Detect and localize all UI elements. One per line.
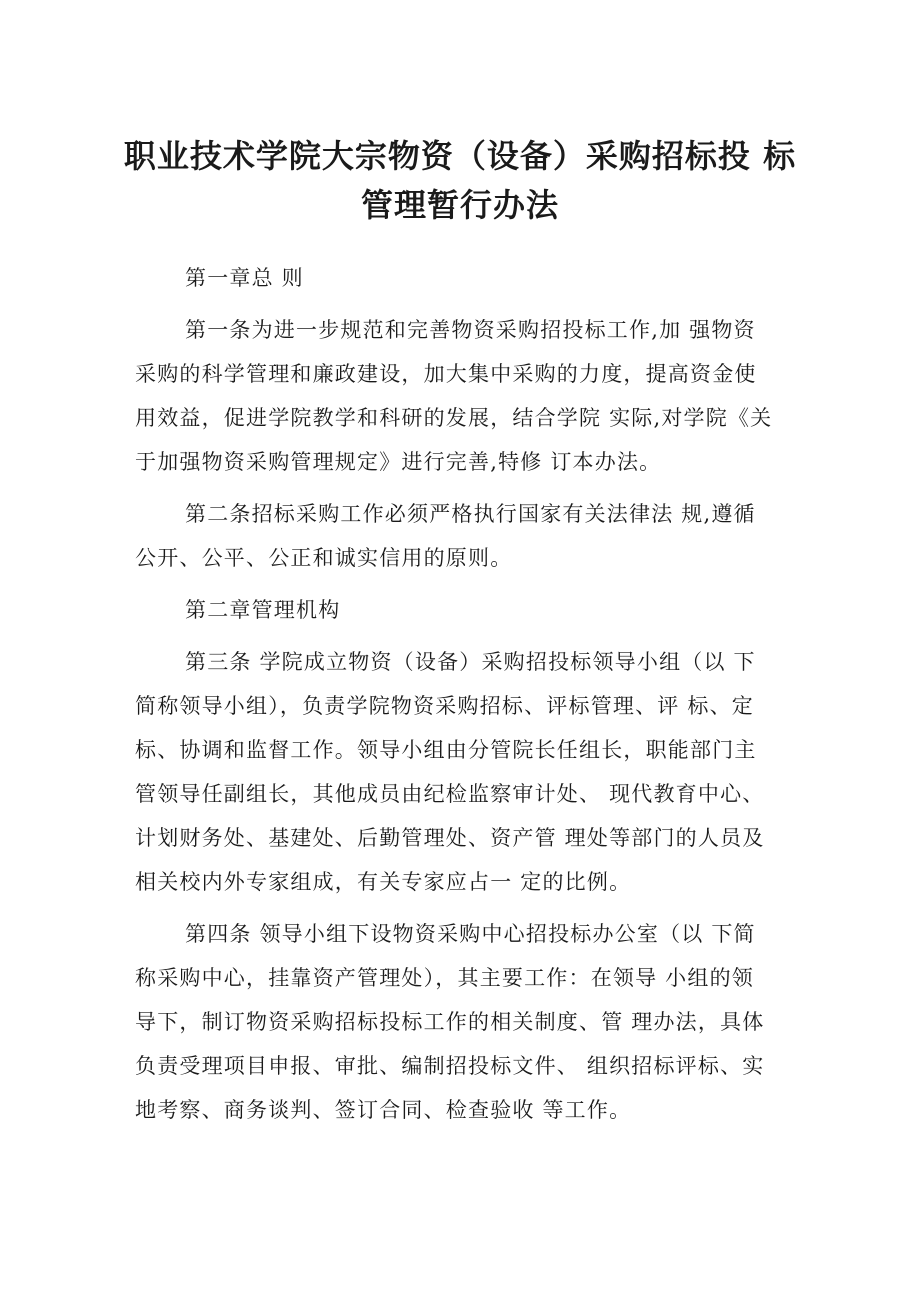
paragraph-line: 用效益，促进学院教学和科研的发展，结合学院 实际,对学院《关 [135, 406, 773, 430]
chapter-heading: 第一章总 则 [185, 266, 304, 290]
document-body [135, 256, 795, 1132]
paragraph-line: 相关校内外专家组成，有关专家应占一 定的比例。 [135, 870, 632, 894]
document-title-line-1: 职业技术学院大宗物资（设备）采购招标投 标 [123, 137, 797, 175]
paragraph-line: 第一条为进一步规范和完善物资采购招投标工作,加 强物资 [185, 318, 756, 342]
paragraph-line: 第四条 领导小组下设物资采购中心招投标办公室（以 下简 [185, 922, 756, 946]
paragraph-line: 地考察、商务谈判、签订合同、检查验收 等工作。 [135, 1098, 632, 1122]
document-title-line-2: 管理暂行办法 [360, 186, 559, 224]
paragraph-line: 公开、公平、公正和诚实信用的原则。 [135, 546, 513, 570]
paragraph-line: 称采购中心，挂靠资产管理处），其主要工作：在领导 小组的领 [135, 966, 754, 990]
paragraph-line: 负责受理项目申报、审批、编制招投标文件、 组织招标评标、实 [135, 1054, 765, 1078]
paragraph-line: 标、协调和监督工作。领导小组由分管院长任组长，职能部门主 [135, 738, 757, 762]
paragraph-line: 第三条 学院成立物资（设备）采购招投标领导小组（以 下 [185, 650, 756, 674]
paragraph-line: 采购的科学管理和廉政建设，加大集中采购的力度，提高资金使 [135, 362, 757, 386]
paragraph-line: 第二条招标采购工作必须严格执行国家有关法律法 规,遵循 [185, 502, 756, 526]
paragraph-line: 管领导任副组长，其他成员由纪检监察审计处、 现代教育中心、 [135, 782, 765, 806]
paragraph-line: 计划财务处、基建处、后勤管理处、资产管 理处等部门的人员及 [135, 826, 765, 850]
paragraph-line: 简称领导小组），负责学院物资采购招标、评标管理、评 标、定 [135, 694, 754, 718]
paragraph-line: 于加强物资采购管理规定》进行完善,特修 订本办法。 [135, 450, 662, 474]
paragraph-line: 导下，制订物资采购招标投标工作的相关制度、管 理办法，具体 [135, 1010, 765, 1034]
chapter-heading: 第二章管理机构 [185, 598, 341, 622]
